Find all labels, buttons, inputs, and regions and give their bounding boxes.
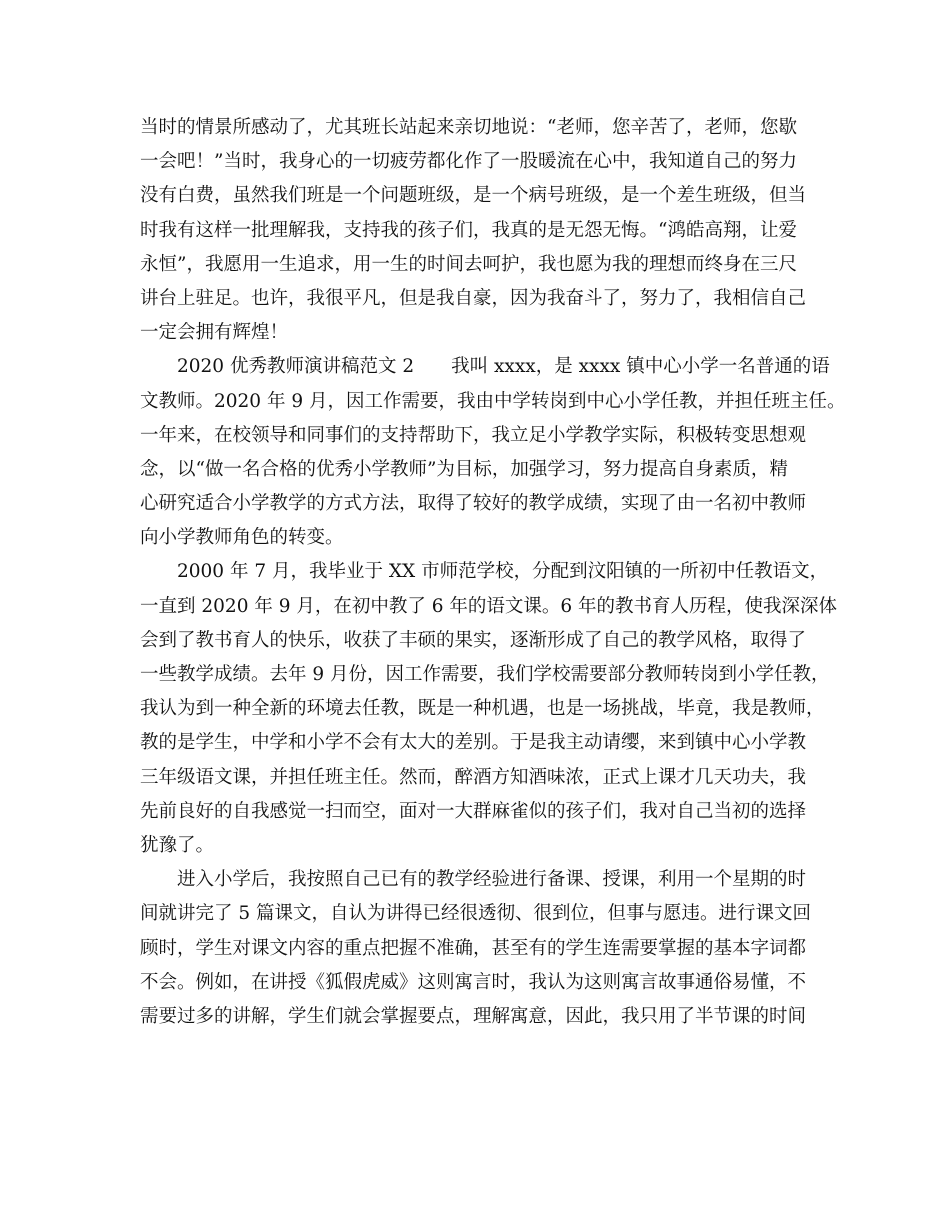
text-line: 不会。例如，在讲授《狐假虎威》这则寓言时，我认为这则寓言故事通俗易懂，不 (140, 971, 807, 993)
text-line: 先前良好的自我感觉一扫而空，面对一大群麻雀似的孩子们，我对自己当初的选择 (140, 800, 807, 822)
text-line: 一些教学成绩。去年 9 月份，因工作需要，我们学校需要部分教师转岗到小学任教， (140, 664, 830, 685)
text-line: 我认为到一种全新的环境去任教，既是一种机遇，也是一场挑战，毕竟，我是教师， (140, 698, 825, 720)
text-line: 没有白费，虽然我们班是一个问题班级，是一个病号班级，是一个差生班级，但当 (140, 185, 807, 207)
paragraph-start-line: 2020 优秀教师演讲稿范文 2 我叫 xxxx，是 xxxx 镇中心小学一名普通的语 (177, 356, 830, 378)
text-line: 永恒”，我愿用一生追求，用一生的时间去呵护，我也愿为我的理想而终身在三尺 (140, 253, 797, 275)
document-page (140, 111, 846, 1034)
text-line: 一直到 2020 年 9 月，在初中教了 6 年的语文课。6 年的教书育人历程，使我深深体 (140, 595, 838, 617)
text-line: 一定会拥有辉煌！ (140, 322, 289, 344)
text-line: 一年来，在校领导和同事们的支持帮助下，我立足小学教学实际，积极转变思想观 (140, 424, 807, 446)
text-line: 文教师。2020 年 9 月，因工作需要，我由中学转岗到中心小学任教，并担任班主任。 (140, 390, 846, 412)
text-line: 心研究适合小学教学的方式方法，取得了较好的教学成绩，实现了由一名初中教师 (140, 493, 807, 515)
text-line: 讲台上驻足。也许，我很平凡，但是我自豪，因为我奋斗了，努力了，我相信自己 (140, 287, 807, 309)
text-line: 念，以“做一名合格的优秀小学教师”为目标，加强学习，努力提高自身素质，精 (140, 458, 788, 480)
text-line: 会到了教书育人的快乐，收获了丰硕的果实，逐渐形成了自己的教学风格，取得了 (140, 629, 807, 651)
paragraph-start-line: 进入小学后，我按照自己已有的教学经验进行备课、授课，利用一个星期的时 (177, 869, 807, 891)
text-line: 教的是学生，中学和小学不会有太大的差别。于是我主动请缨，来到镇中心小学教 (140, 732, 807, 754)
text-line: 当时的情景所感动了，尤其班长站起来亲切地说：“老师，您辛苦了，老师，您歇 (140, 117, 797, 138)
text-line: 向小学教师角色的转变。 (140, 527, 344, 549)
text-line: 犹豫了。 (140, 834, 215, 856)
text-line: 需要过多的讲解，学生们就会掌握要点，理解寓意，因此，我只用了半节课的时间 (140, 1005, 807, 1027)
text-line: 三年级语文课，并担任班主任。然而，醉酒方知酒味浓，正式上课才几天功夫，我 (140, 766, 807, 788)
paragraph-start-line: 2000 年 7 月，我毕业于 XX 市师范学校，分配到汶阳镇的一所初中任教语文， (177, 561, 829, 583)
text-line: 间就讲完了 5 篇课文，自认为讲得已经很透彻、很到位，但事与愿违。进行课文回 (140, 903, 812, 925)
text-line: 一会吧！”当时，我身心的一切疲劳都化作了一股暖流在心中，我知道自己的努力 (140, 151, 797, 173)
text-line: 时我有这样一批理解我，支持我的孩子们，我真的是无怨无悔。“鸿皓高翔，让爱 (140, 219, 797, 241)
text-line: 顾时，学生对课文内容的重点把握不准确，甚至有的学生连需要掌握的基本字词都 (140, 937, 807, 959)
